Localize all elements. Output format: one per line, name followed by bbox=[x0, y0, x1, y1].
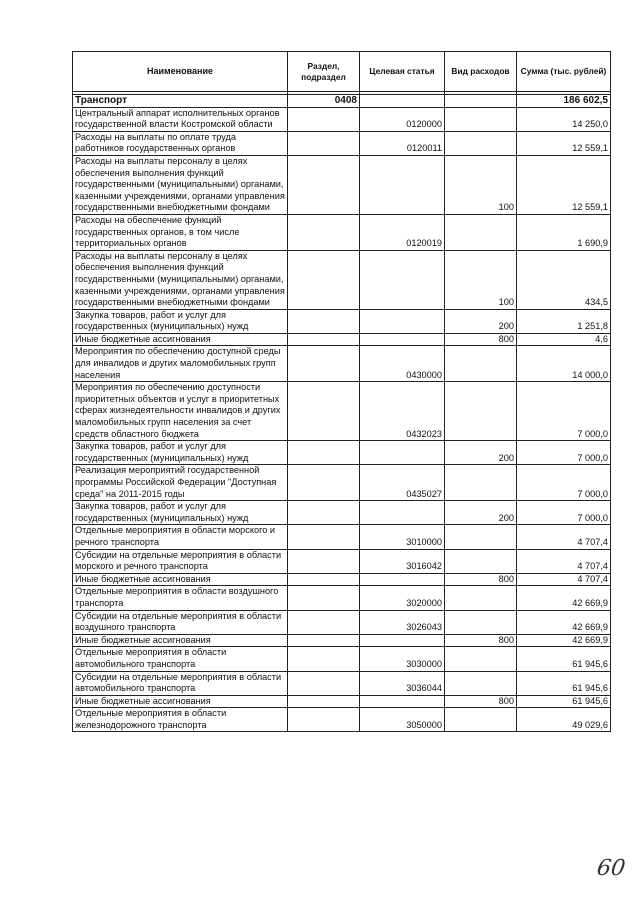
row-sum-cell: 4 707,4 bbox=[517, 525, 611, 549]
row-section-cell bbox=[288, 465, 360, 501]
row-name-cell: Иные бюджетные ассигнования bbox=[73, 695, 288, 708]
row-name-cell: Расходы на выплаты персоналу в целях обеспечения выполнения функций государственными (муниципальными) органами, казенными учреждениями, органами управления государственными внебюджетными фондами bbox=[73, 250, 288, 309]
row-section-cell bbox=[288, 333, 360, 346]
row-sum-cell: 434,5 bbox=[517, 250, 611, 309]
row-expense-type-cell bbox=[445, 708, 517, 732]
row-name-cell: Иные бюджетные ассигнования bbox=[73, 573, 288, 586]
page-number: 60 bbox=[595, 856, 627, 881]
row-expense-type-cell: 200 bbox=[445, 441, 517, 465]
row-article-cell bbox=[360, 155, 445, 214]
row-expense-type-cell bbox=[445, 346, 517, 382]
row-name-cell: Центральный аппарат исполнительных органов государственной власти Костромской области bbox=[73, 107, 288, 131]
row-article-cell: 3036044 bbox=[360, 671, 445, 695]
row-article-cell: 0432023 bbox=[360, 382, 445, 441]
row-expense-type-cell bbox=[445, 131, 517, 155]
table-row bbox=[73, 708, 611, 732]
table-row bbox=[73, 333, 611, 346]
row-sum-cell: 61 945,6 bbox=[517, 647, 611, 671]
row-article-cell bbox=[360, 441, 445, 465]
row-sum-cell: 14 250,0 bbox=[517, 107, 611, 131]
row-name-cell: Отдельные мероприятия в области автомобильного транспорта bbox=[73, 647, 288, 671]
row-article-cell: 0120019 bbox=[360, 214, 445, 250]
table-row bbox=[73, 465, 611, 501]
row-sum-cell: 7 000,0 bbox=[517, 465, 611, 501]
row-expense-type-cell: 200 bbox=[445, 501, 517, 525]
row-article-cell bbox=[360, 695, 445, 708]
row-section-cell bbox=[288, 131, 360, 155]
row-section-cell bbox=[288, 382, 360, 441]
row-expense-type-cell bbox=[445, 610, 517, 634]
table-row bbox=[73, 525, 611, 549]
row-article-cell: 3050000 bbox=[360, 708, 445, 732]
row-expense-type-cell bbox=[445, 107, 517, 131]
row-article-cell bbox=[360, 309, 445, 333]
table-row bbox=[73, 573, 611, 586]
row-sum-cell: 42 669,9 bbox=[517, 610, 611, 634]
table-row bbox=[73, 214, 611, 250]
row-section-cell bbox=[288, 695, 360, 708]
row-sum-cell: 7 000,0 bbox=[517, 501, 611, 525]
row-sum-cell: 12 559,1 bbox=[517, 155, 611, 214]
row-article-cell: 3010000 bbox=[360, 525, 445, 549]
table-row bbox=[73, 501, 611, 525]
row-name-cell: Отдельные мероприятия в области воздушного транспорта bbox=[73, 586, 288, 610]
row-article-cell bbox=[360, 95, 445, 108]
table-row bbox=[73, 671, 611, 695]
row-name-cell: Закупка товаров, работ и услуг для государственных (муниципальных) нужд bbox=[73, 309, 288, 333]
row-article-cell: 0430000 bbox=[360, 346, 445, 382]
table-row bbox=[73, 155, 611, 214]
row-article-cell bbox=[360, 501, 445, 525]
row-section-cell bbox=[288, 586, 360, 610]
row-expense-type-cell: 800 bbox=[445, 695, 517, 708]
row-name-cell: Закупка товаров, работ и услуг для государственных (муниципальных) нужд bbox=[73, 501, 288, 525]
table-row bbox=[73, 549, 611, 573]
row-section-cell bbox=[288, 346, 360, 382]
row-article-cell: 3016042 bbox=[360, 549, 445, 573]
row-section-cell bbox=[288, 309, 360, 333]
row-section-cell bbox=[288, 155, 360, 214]
row-section-cell bbox=[288, 501, 360, 525]
row-section-cell bbox=[288, 214, 360, 250]
row-section-cell bbox=[288, 708, 360, 732]
row-sum-cell: 4 707,4 bbox=[517, 573, 611, 586]
row-expense-type-cell bbox=[445, 214, 517, 250]
table-body bbox=[73, 95, 611, 732]
row-section-cell bbox=[288, 107, 360, 131]
header-name: Наименование bbox=[73, 52, 288, 92]
row-sum-cell: 7 000,0 bbox=[517, 382, 611, 441]
row-sum-cell: 7 000,0 bbox=[517, 441, 611, 465]
row-section-cell bbox=[288, 671, 360, 695]
row-sum-cell: 61 945,6 bbox=[517, 671, 611, 695]
row-section-cell bbox=[288, 549, 360, 573]
header-article: Целевая статья bbox=[360, 52, 445, 92]
row-expense-type-cell bbox=[445, 586, 517, 610]
table-row bbox=[73, 610, 611, 634]
table-header-row bbox=[73, 52, 611, 92]
row-sum-cell: 61 945,6 bbox=[517, 695, 611, 708]
row-name-cell: Мероприятия по обеспечению доступной среды для инвалидов и других маломобильных групп населения bbox=[73, 346, 288, 382]
row-sum-cell: 1 690,9 bbox=[517, 214, 611, 250]
row-article-cell: 0120011 bbox=[360, 131, 445, 155]
row-expense-type-cell bbox=[445, 647, 517, 671]
table-row bbox=[73, 586, 611, 610]
table-row bbox=[73, 346, 611, 382]
row-sum-cell: 186 602,5 bbox=[517, 95, 611, 108]
row-article-cell: 0435027 bbox=[360, 465, 445, 501]
row-name-cell: Иные бюджетные ассигнования bbox=[73, 634, 288, 647]
row-section-cell: 0408 bbox=[288, 95, 360, 108]
row-expense-type-cell: 200 bbox=[445, 309, 517, 333]
row-name-cell: Мероприятия по обеспечению доступности приоритетных объектов и услуг в приоритетных сферах жизнедеятельности инвалидов и других маломобильных групп населения за счет средств областного бюджета bbox=[73, 382, 288, 441]
row-name-cell: Реализация мероприятий государственной программы Российской Федерации "Доступная среда" на 2011-2015 годы bbox=[73, 465, 288, 501]
row-section-cell bbox=[288, 610, 360, 634]
row-expense-type-cell: 800 bbox=[445, 333, 517, 346]
row-name-cell: Субсидии на отдельные мероприятия в области морского и речного транспорта bbox=[73, 549, 288, 573]
header-section: Раздел, подраздел bbox=[288, 52, 360, 92]
row-name-cell: Отдельные мероприятия в области железнодорожного транспорта bbox=[73, 708, 288, 732]
row-article-cell bbox=[360, 250, 445, 309]
table-row bbox=[73, 95, 611, 108]
row-expense-type-cell bbox=[445, 382, 517, 441]
table-row bbox=[73, 647, 611, 671]
row-expense-type-cell: 800 bbox=[445, 573, 517, 586]
row-name-cell: Расходы на выплаты персоналу в целях обеспечения выполнения функций государственными (муниципальными) органами, казенными учреждениями, органами управления государственными внебюджетными фондами bbox=[73, 155, 288, 214]
row-name-cell: Субсидии на отдельные мероприятия в области воздушного транспорта bbox=[73, 610, 288, 634]
row-sum-cell: 12 559,1 bbox=[517, 131, 611, 155]
row-article-cell: 3026043 bbox=[360, 610, 445, 634]
row-article-cell: 0120000 bbox=[360, 107, 445, 131]
row-section-cell bbox=[288, 634, 360, 647]
row-section-cell bbox=[288, 525, 360, 549]
table-row bbox=[73, 309, 611, 333]
table-row bbox=[73, 695, 611, 708]
row-article-cell bbox=[360, 634, 445, 647]
row-sum-cell: 42 669,9 bbox=[517, 634, 611, 647]
table-row bbox=[73, 441, 611, 465]
row-sum-cell: 49 029,6 bbox=[517, 708, 611, 732]
row-section-cell bbox=[288, 573, 360, 586]
table-row bbox=[73, 131, 611, 155]
row-expense-type-cell: 100 bbox=[445, 250, 517, 309]
row-section-cell bbox=[288, 441, 360, 465]
row-sum-cell: 14 000,0 bbox=[517, 346, 611, 382]
table-row bbox=[73, 382, 611, 441]
row-name-cell: Иные бюджетные ассигнования bbox=[73, 333, 288, 346]
row-sum-cell: 4 707,4 bbox=[517, 549, 611, 573]
row-expense-type-cell bbox=[445, 671, 517, 695]
budget-table bbox=[72, 51, 611, 732]
header-expense-type: Вид расходов bbox=[445, 52, 517, 92]
row-article-cell: 3020000 bbox=[360, 586, 445, 610]
row-article-cell bbox=[360, 333, 445, 346]
row-article-cell bbox=[360, 573, 445, 586]
row-section-cell bbox=[288, 250, 360, 309]
row-expense-type-cell bbox=[445, 95, 517, 108]
row-sum-cell: 42 669,9 bbox=[517, 586, 611, 610]
row-name-cell: Субсидии на отдельные мероприятия в области автомобильного транспорта bbox=[73, 671, 288, 695]
row-name-cell: Расходы на выплаты по оплате труда работников государственных органов bbox=[73, 131, 288, 155]
header-sum: Сумма (тыс. рублей) bbox=[517, 52, 611, 92]
table-row bbox=[73, 634, 611, 647]
budget-page bbox=[72, 51, 610, 732]
row-sum-cell: 1 251,8 bbox=[517, 309, 611, 333]
row-expense-type-cell bbox=[445, 549, 517, 573]
row-article-cell: 3030000 bbox=[360, 647, 445, 671]
row-expense-type-cell bbox=[445, 525, 517, 549]
table-row bbox=[73, 107, 611, 131]
row-name-cell: Транспорт bbox=[73, 95, 288, 108]
row-name-cell: Закупка товаров, работ и услуг для государственных (муниципальных) нужд bbox=[73, 441, 288, 465]
row-expense-type-cell: 800 bbox=[445, 634, 517, 647]
table-row bbox=[73, 250, 611, 309]
row-name-cell: Отдельные мероприятия в области морского и речного транспорта bbox=[73, 525, 288, 549]
row-sum-cell: 4,6 bbox=[517, 333, 611, 346]
row-section-cell bbox=[288, 647, 360, 671]
row-expense-type-cell: 100 bbox=[445, 155, 517, 214]
row-expense-type-cell bbox=[445, 465, 517, 501]
row-name-cell: Расходы на обеспечение функций государственных органов, в том числе территориальных органов bbox=[73, 214, 288, 250]
